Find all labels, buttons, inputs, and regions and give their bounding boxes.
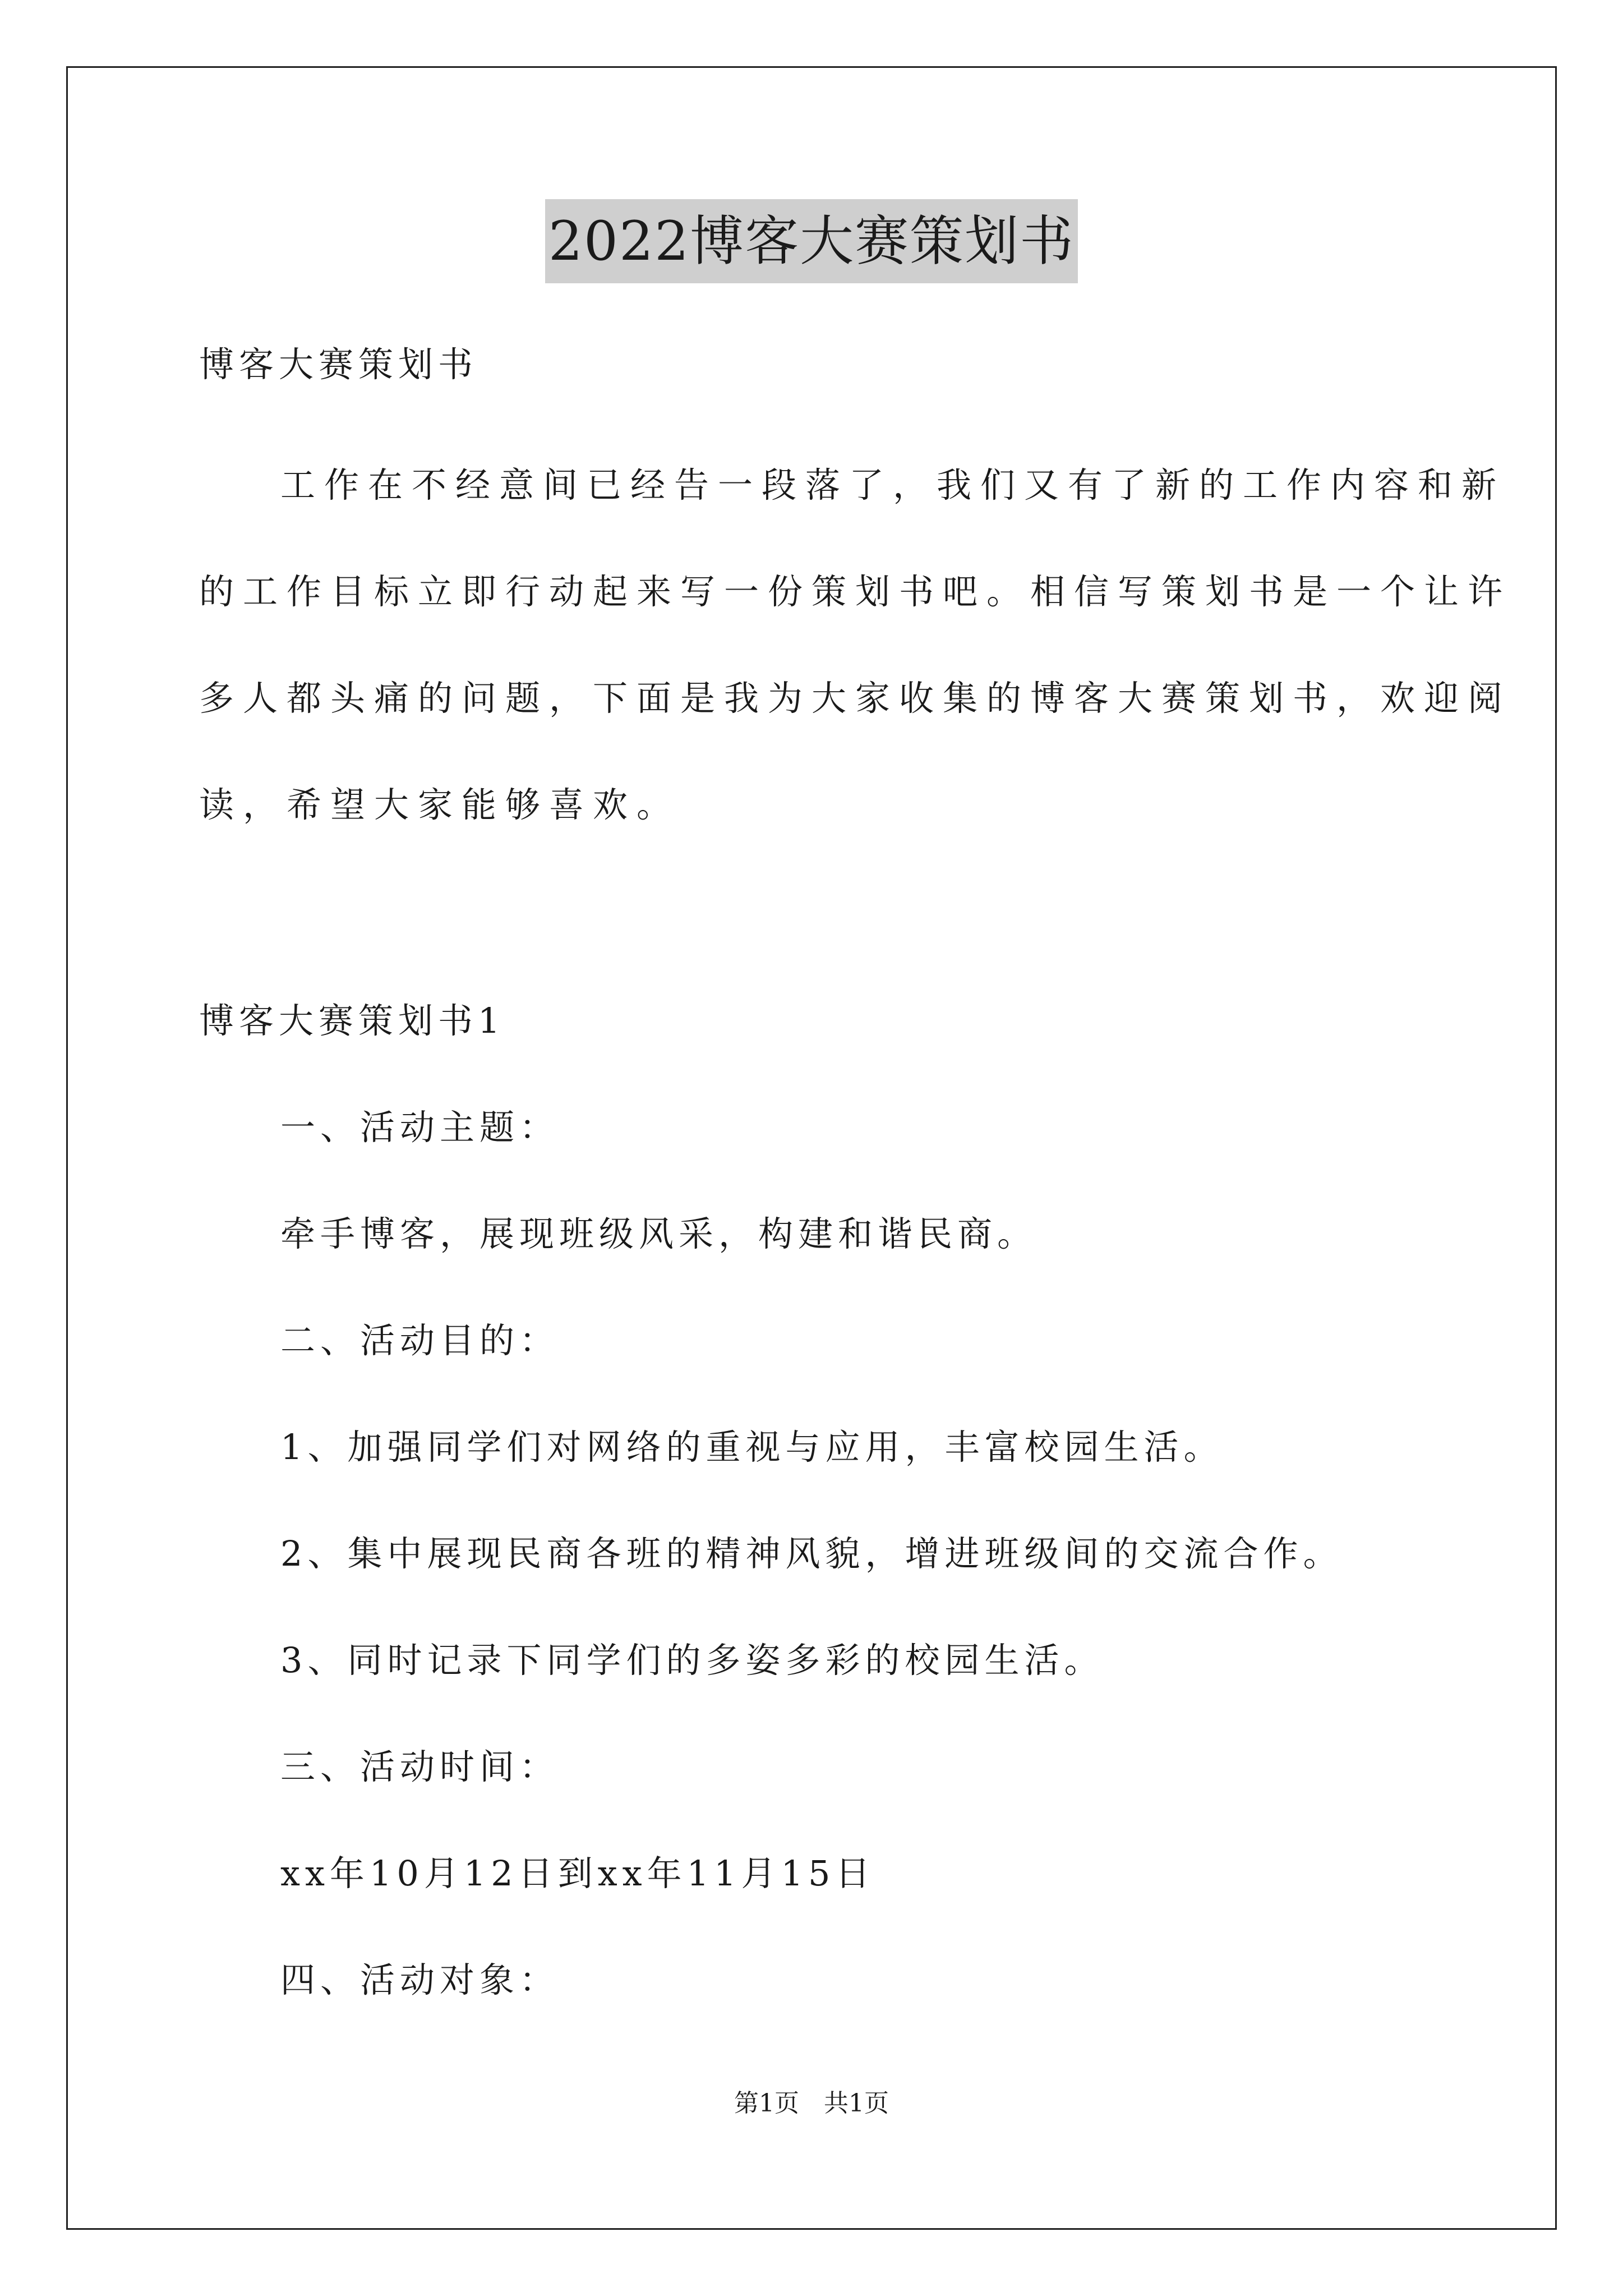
list-item: xx年10月12日到xx年11月15日	[280, 1853, 875, 1894]
document-title-text: 2022博客大赛策划书	[545, 199, 1078, 283]
list-item: 四、活动对象：	[280, 1959, 560, 2000]
intro-line-2: 的工作目标立即行动起来写一份策划书吧。相信写策划书是一个让许	[199, 571, 1512, 612]
list-item: 一、活动主题：	[280, 1107, 560, 1148]
list-item: 1、加强同学们对网络的重视与应用，丰富校园生活。	[280, 1427, 1224, 1467]
intro-line-4: 读，希望大家能够喜欢。	[199, 784, 681, 825]
list-item: 3、同时记录下同学们的多姿多彩的校园生活。	[280, 1640, 1104, 1681]
document-title	[0, 199, 1623, 283]
page-footer: 第1页 共1页	[734, 2089, 889, 2118]
intro-line-3: 多人都头痛的问题，下面是我为大家收集的博客大赛策划书，欢迎阅	[199, 678, 1512, 719]
list-item: 牵手博客，展现班级风采，构建和谐民商。	[280, 1213, 1038, 1254]
list-item: 三、活动时间：	[280, 1746, 560, 1787]
list-item: 2、集中展现民商各班的精神风貌，增进班级间的交流合作。	[280, 1533, 1343, 1574]
section-heading: 博客大赛策划书1	[199, 1000, 505, 1041]
document-subtitle: 博客大赛策划书	[199, 344, 478, 385]
intro-line-1: 工作在不经意间已经告一段落了，我们又有了新的工作内容和新	[280, 464, 1506, 505]
list-item: 二、活动目的：	[280, 1320, 560, 1361]
